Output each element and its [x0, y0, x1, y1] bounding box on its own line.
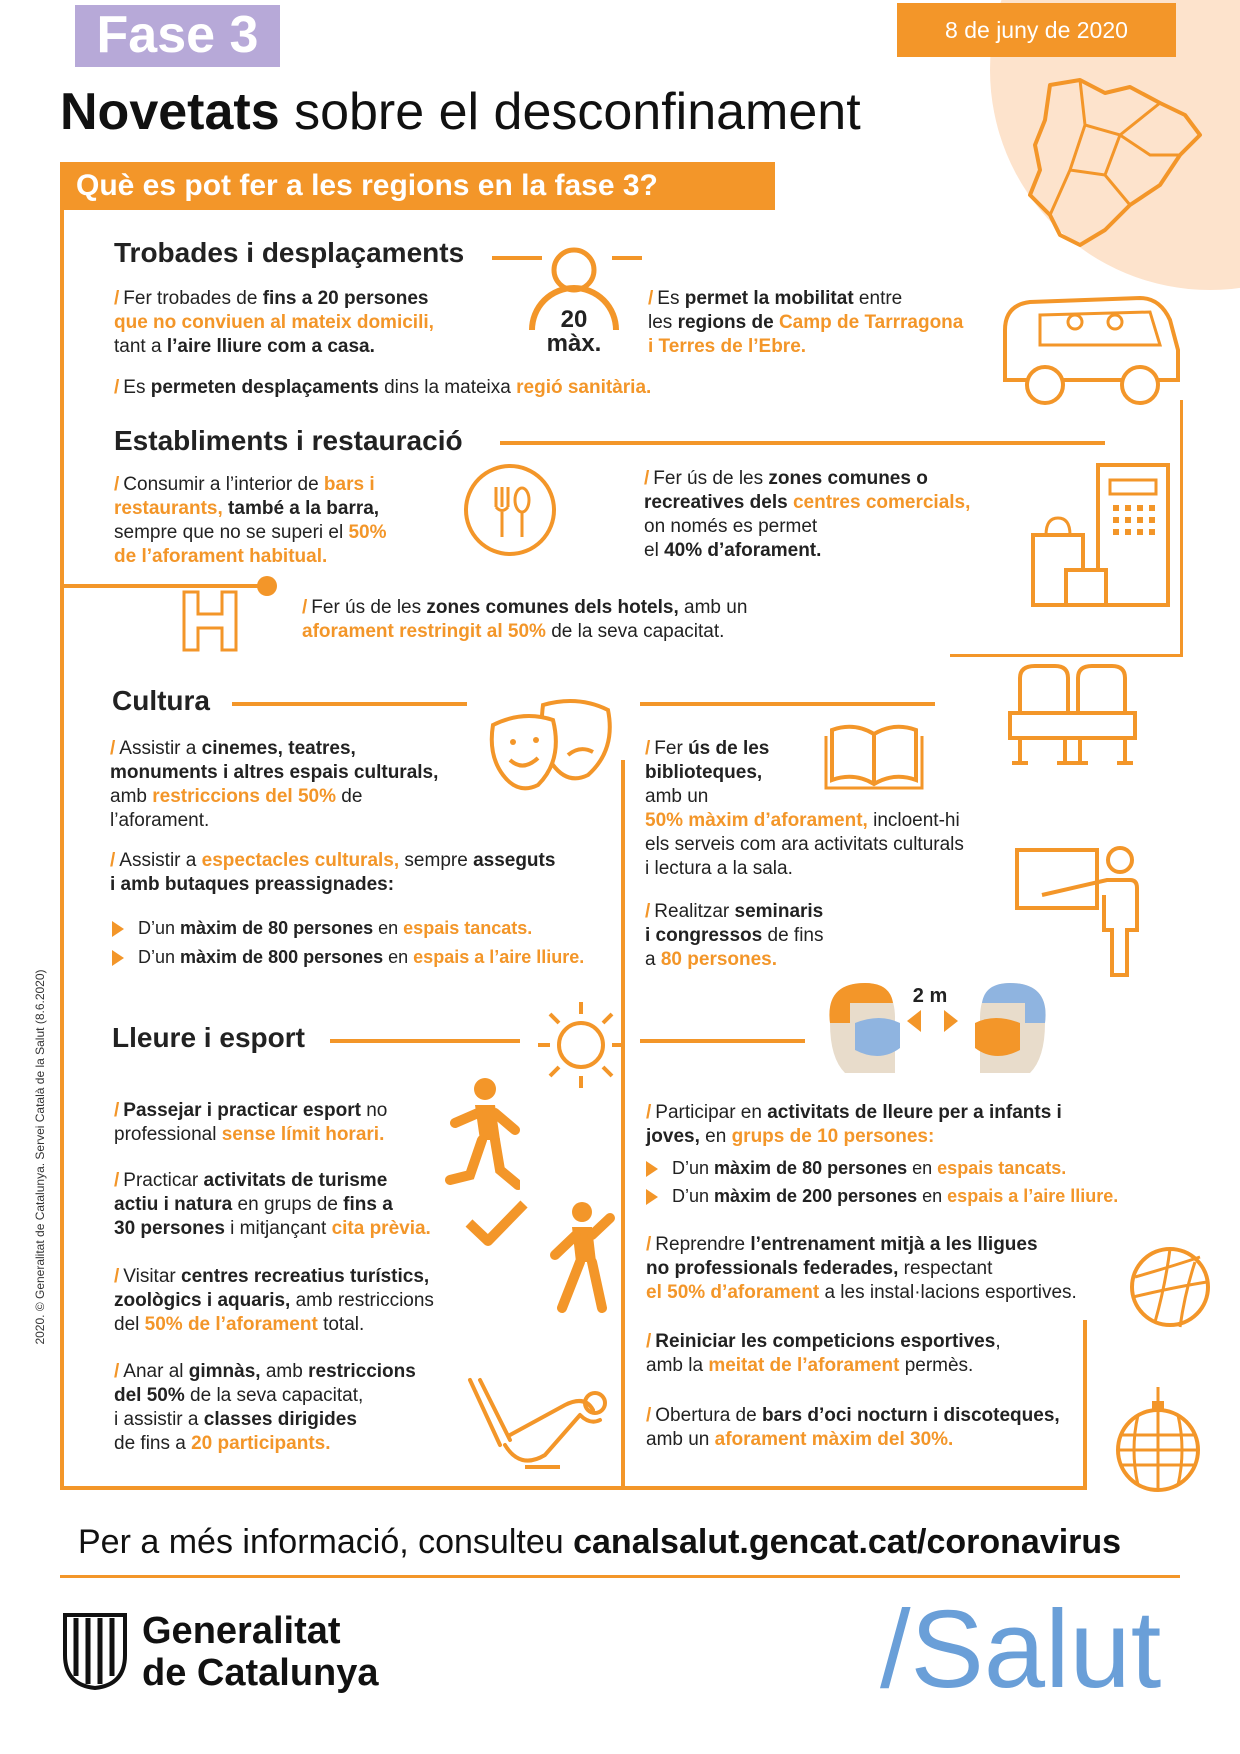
frame-bottom: [60, 1486, 1085, 1490]
lleure-bullet-2: D’un màxim de 200 persones en espais a l’aire lliure.: [646, 1184, 1118, 1208]
info-link[interactable]: canalsalut.gencat.cat/coronavirus: [573, 1523, 1122, 1561]
cultura-bullet-2: D’un màxim de 800 persones en espais a l’aire lliure.: [112, 945, 584, 969]
hotel-icon: [180, 588, 240, 654]
cultura-p2: / Assistir a espectacles culturals, sempre asseguts i amb butaques preassignades:: [110, 850, 556, 895]
heading-line-lleure-2: [640, 1039, 805, 1043]
right-edge-lower: [1083, 1320, 1087, 1490]
establiments-p3: / Fer ús de les zones comunes dels hotels, amb un aforament restringit al 50% de la seva capacitat.: [302, 597, 748, 642]
org-name-2: de Catalunya: [142, 1652, 379, 1694]
bullet-arrow-icon: [112, 921, 124, 937]
salut-brand: /Salut: [880, 1588, 1162, 1711]
more-info: Per a més informació, consulteu canalsalut.gencat.cat/coronavirus: [78, 1523, 1122, 1561]
footer-line: [60, 1575, 1180, 1578]
masked-face-right-icon: [960, 978, 1060, 1078]
bullet-arrow-icon: [646, 1161, 658, 1177]
hotel-dot: [257, 576, 277, 596]
section-heading-lleure: Lleure i esport: [112, 1022, 305, 1053]
lleure-p4: / Anar al gimnàs, amb restriccions del 50% de la seva capacitat, i assistir a classes dirigides de fins a 20 participants.: [114, 1361, 416, 1454]
trobades-p3: / Es permeten desplaçaments dins la mateixa regió sanitària.: [114, 377, 652, 398]
shopping-building-icon: [1028, 460, 1178, 610]
lleure-p8: / Obertura de bars d’oci nocturn i discoteques, amb un aforament màxim del 30%.: [646, 1405, 1060, 1450]
bullet-arrow-icon: [112, 950, 124, 966]
cultura-p1: / Assistir a cinemes, teatres, monuments i altres espais culturals, amb restriccions del 50% de l’aforament.: [110, 738, 439, 831]
lleure-p3: / Visitar centres recreatius turístics, zoològics i aquaris, amb restriccions del 50% de l’aforament total.: [114, 1266, 434, 1335]
lleure-p5: / Participar en activitats de lleure per a infants i joves, en grups de 10 persones:: [646, 1102, 1062, 1147]
establiments-p2: / Fer ús de les zones comunes o recreatives dels centres comercials, on només es permet el 40% d’aforament.: [644, 468, 971, 561]
slash: /: [114, 288, 120, 309]
generalitat-logo-icon: [60, 1610, 130, 1690]
hiker-icon: [540, 1200, 620, 1315]
bullet-arrow-icon: [646, 1189, 658, 1205]
trobades-p1: / Fer trobades de fins a 20 persones que no conviuen al mateix domicili, tant a l’aire lliure com a casa.: [114, 288, 434, 357]
frame-left: [60, 210, 64, 1488]
cultura-p4: / Realitzar seminaris i congressos de fins a 80 persones.: [645, 901, 824, 970]
section-heading-establiments: Establiments i restauració: [114, 425, 463, 456]
lleure-p1: / Passejar i practicar esport no professional sense límit horari.: [114, 1100, 388, 1145]
heading-line-lleure-1: [330, 1039, 520, 1043]
exercise-person-icon: [465, 1375, 615, 1475]
section-heading-cultura: Cultura: [112, 685, 210, 716]
section-heading-trobades: Trobades i desplaçaments: [114, 237, 465, 268]
frame-vertical-right: [1180, 400, 1183, 655]
checkmark-icon: [464, 1198, 529, 1248]
cultura-bullet-1: D’un màxim de 80 persones en espais tancats.: [112, 916, 532, 940]
lleure-p2: / Practicar activitats de turisme actiu i natura en grups de fins a 30 persones i mitjançant cita prèvia.: [114, 1170, 431, 1239]
disco-ball-icon: [1108, 1385, 1208, 1500]
presentation-icon: [1012, 840, 1152, 980]
establiments-p1: / Consumir a l’interior de bars i restaurants, també a la barra, sempre que no se superi el 50% de l’aforament habitual.: [114, 474, 387, 567]
heading-line-cultura-1: [232, 702, 467, 706]
trobades-p2: / Es permet la mobilitat entre les regions de Camp de Tarrragona i Terres de l’Ebre.: [648, 288, 964, 357]
phase-label: Fase 3: [96, 6, 259, 64]
page-title: [60, 80, 861, 144]
max-number: 20: [560, 306, 588, 333]
lleure-bullet-1: D’un màxim de 80 persones en espais tancats.: [646, 1156, 1066, 1180]
date-badge: 8 de juny de 2020: [897, 3, 1176, 57]
hotel-right-line: [950, 654, 1183, 657]
cutlery-icon: [462, 462, 558, 558]
sun-icon: [536, 1000, 626, 1090]
car-icon: [1000, 290, 1180, 420]
catalonia-map-icon: [1010, 75, 1210, 255]
volleyball-icon: [1125, 1242, 1215, 1332]
side-credit: 2020. © Generalitat de Catalunya. Servei Català de la Salut (8.6.2020): [33, 969, 47, 1345]
distance-arrows-icon: [905, 1008, 960, 1034]
lleure-p6: / Reprendre l’entrenament mitjà a les lligues no professionals federades, respectant el 50% d’aforament a les instal·lacions esportives.: [646, 1234, 1077, 1303]
title-rest: sobre el desconfinament: [279, 83, 861, 141]
lleure-p7: / Reiniciar les competicions esportives, amb la meitat de l’aforament permès.: [646, 1331, 1001, 1376]
subtitle: Què es pot fer a les regions en la fase 3?: [76, 169, 658, 202]
heading-line-cultura-2: [640, 702, 935, 706]
org-name-1: Generalitat: [142, 1610, 341, 1652]
title-bold: Novetats: [60, 83, 280, 141]
max-label: màx.: [546, 330, 602, 357]
heading-line-establiments: [500, 441, 1105, 445]
cultura-p3: / Fer ús de les biblioteques, amb un 50% màxim d’aforament, incloent-hi els serveis com ara activitats culturals i lectura a la sala.: [645, 738, 964, 879]
distance-label: 2 m: [912, 985, 948, 1007]
